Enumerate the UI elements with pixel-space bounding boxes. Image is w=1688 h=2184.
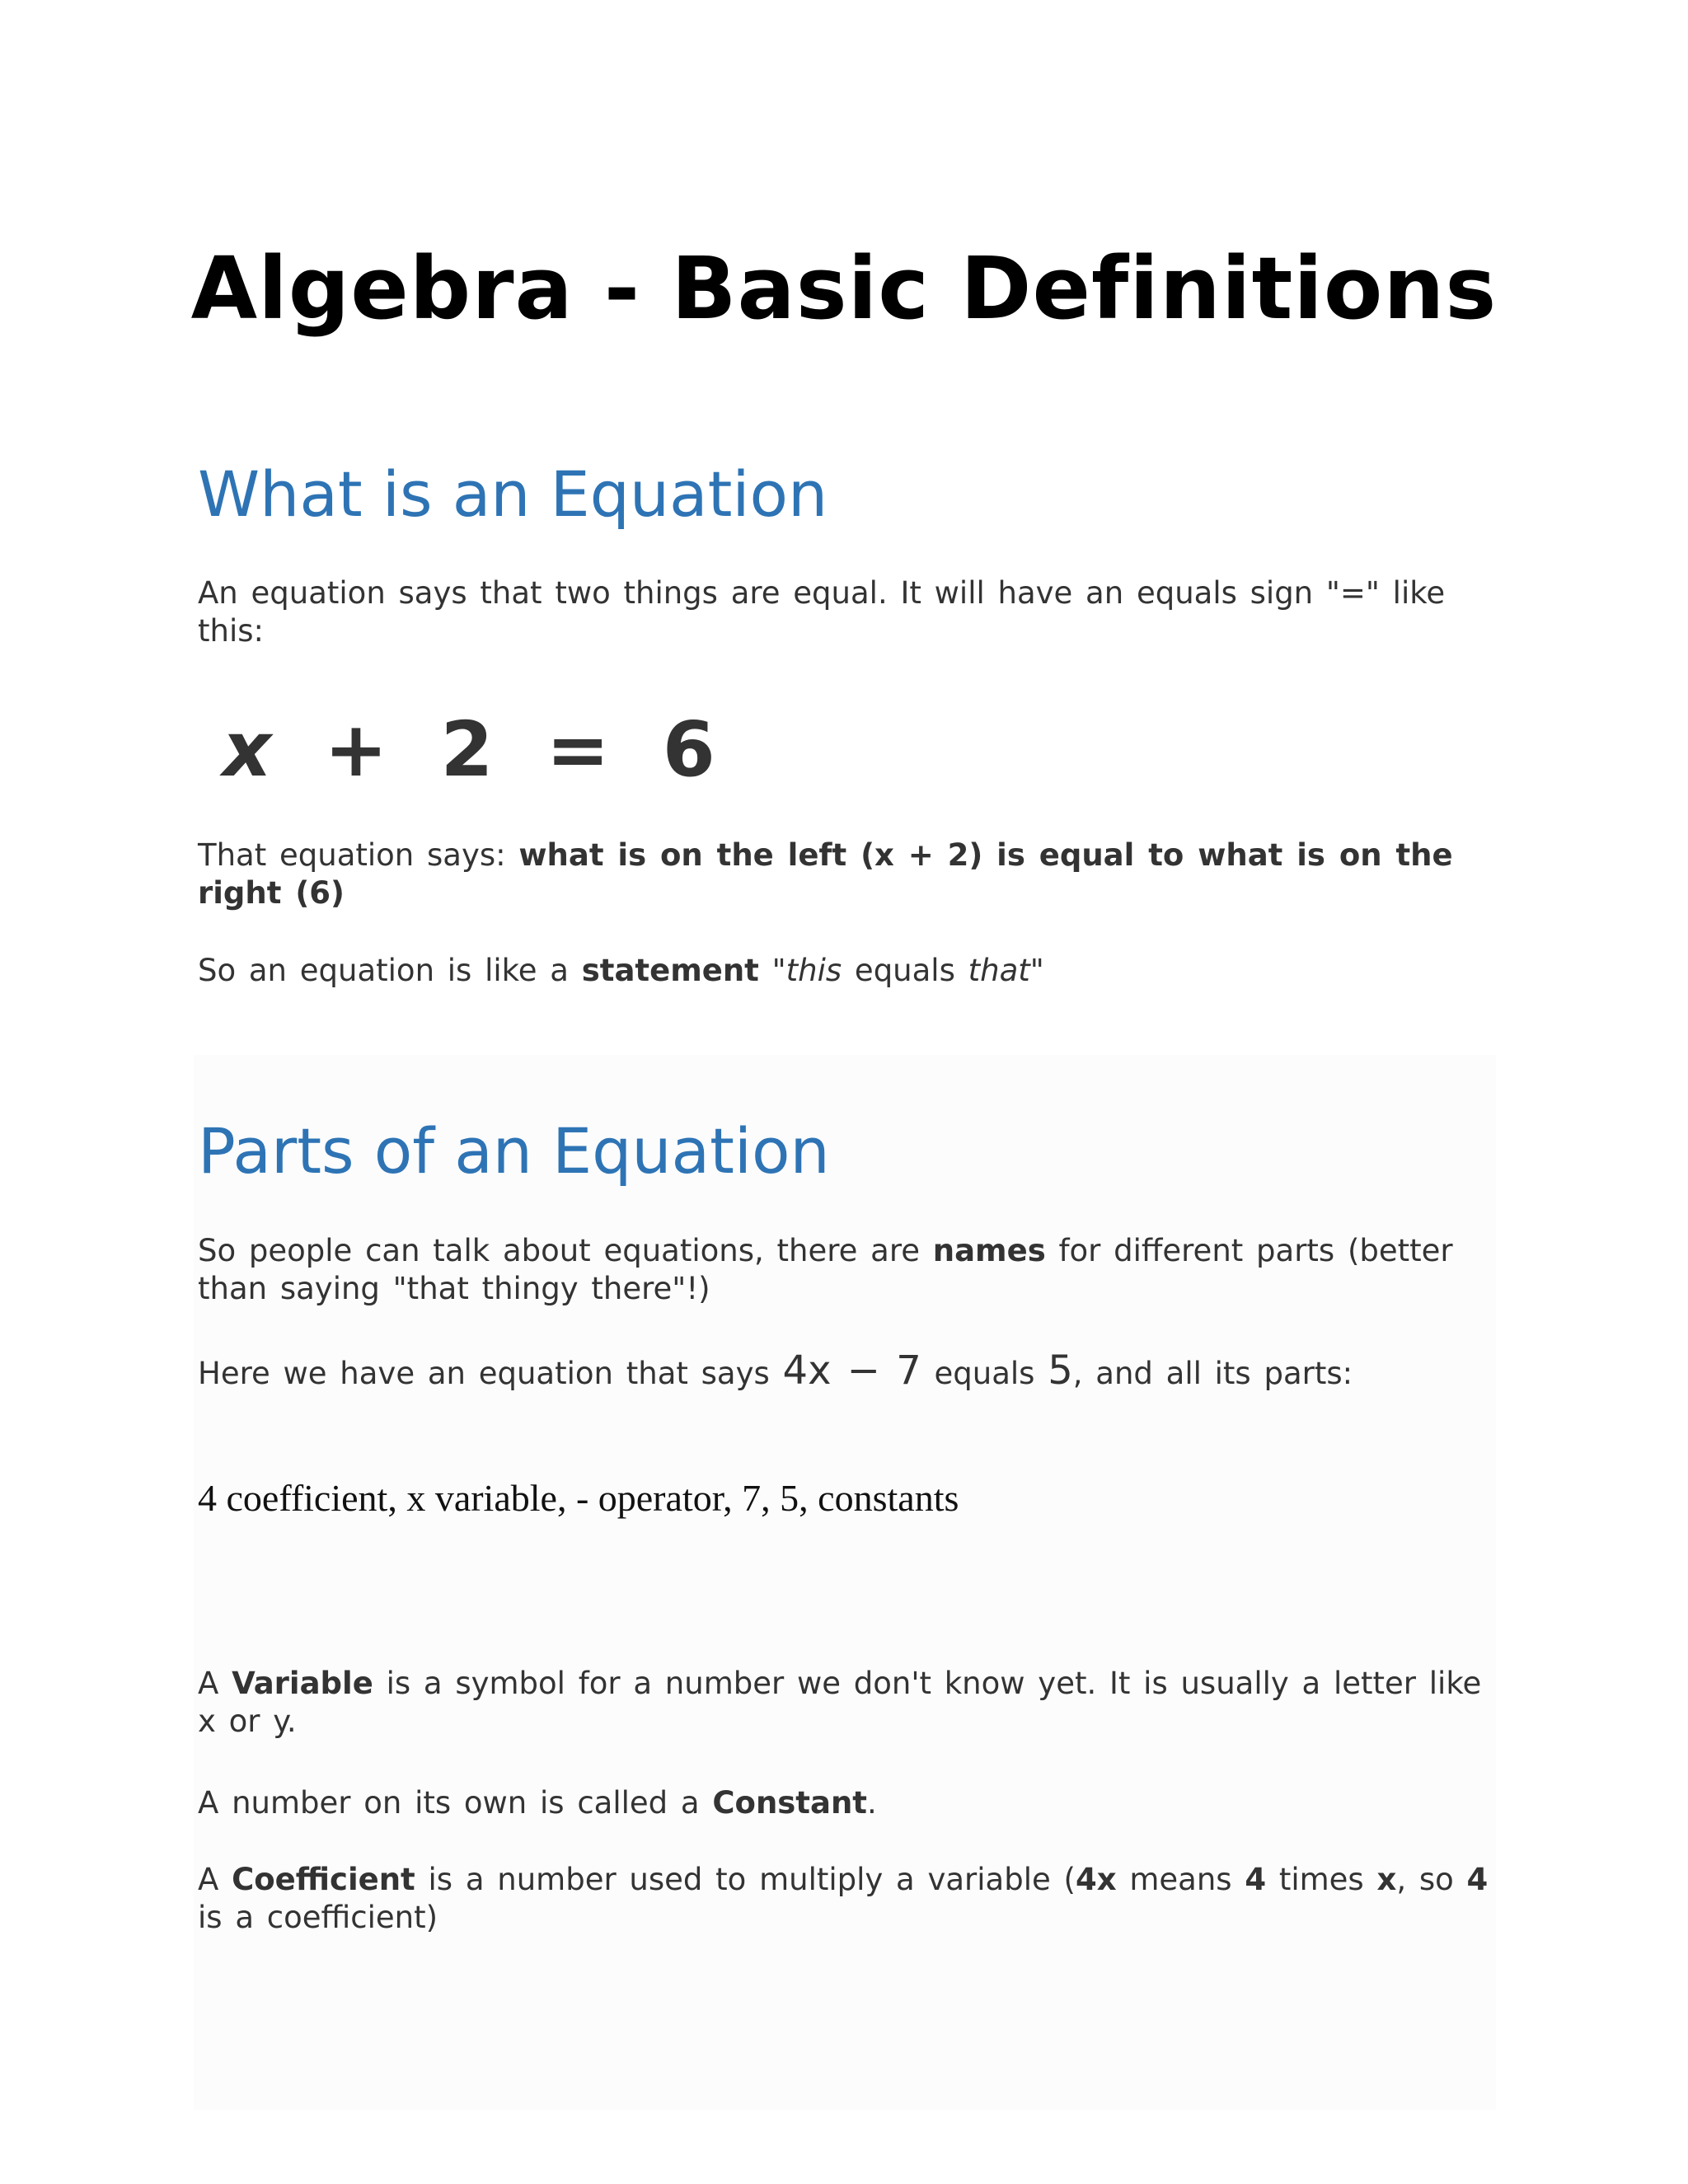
meaning-prefix: That equation says: [198,837,519,873]
coefficient-end: is a coefficient) [198,1900,438,1935]
constant-text: A number on its own is called a [198,1785,713,1821]
page-title: Algebra - Basic Definitions [190,238,1498,339]
paragraph-variable-definition [198,1665,1492,1741]
coefficient-term: Coefficient [232,1862,415,1897]
paragraph-coefficient-definition [198,1861,1492,1937]
paragraph-parts-names [198,1232,1492,1308]
example-value: 5 [1048,1347,1073,1394]
names-bold: names [932,1233,1046,1268]
statement-prefix: So an equation is like a [198,953,582,988]
meaning-bold: what is on the left (x + 2) is equal to what is on the right (6) [198,837,1453,911]
example-suffix: , and all its parts: [1072,1356,1353,1391]
example-equals: equals [921,1356,1048,1391]
paragraph-equation-intro: An equation says that two things are equal. It will have an equals sign "=" like this: [198,575,1446,649]
coefficient-text: is a number used to multiply a variable ( [415,1862,1076,1897]
variable-article: A [198,1666,232,1701]
coefficient-times: times [1266,1862,1377,1897]
example-prefix: Here we have an equation that says [198,1356,783,1391]
constant-term: Constant [712,1785,867,1821]
paragraph-equation-meaning [198,837,1492,912]
page-background-band [194,1055,1496,2110]
coefficient-4x: 4x [1075,1862,1117,1897]
coefficient-article: A [198,1862,232,1897]
variable-text: is a symbol for a number we don't know yet. It is usually a letter like x or y. [198,1666,1482,1739]
names-prefix: So people can talk about equations, there are [198,1233,933,1268]
coefficient-4b: 4 [1466,1862,1489,1897]
statement-this: this [785,953,842,988]
statement-bold: statement [581,953,759,988]
heading-parts-of-an-equation: Parts of an Equation [198,1114,830,1188]
statement-quote-close: " [1029,953,1044,988]
statement-quote-open: " [758,953,786,988]
paragraph-parts-example [198,1347,1492,1394]
coefficient-means: means [1116,1862,1245,1897]
statement-equals: equals [842,953,968,988]
example-expression: 4x − 7 [782,1347,921,1394]
statement-that: that [968,953,1030,988]
equation-rest: + 2 = 6 [271,705,715,794]
coefficient-so: , so [1396,1862,1467,1897]
equation-parts-labels: 4 coefficient, x variable, - operator, 7, 5, constants [198,1477,959,1519]
heading-what-is-an-equation: What is an Equation [198,457,828,531]
paragraph-equation-statement [198,952,1492,990]
equation-variable: x [223,705,272,794]
coefficient-4: 4 [1245,1862,1267,1897]
names-suffix: for different parts (better than saying "that thingy there"!) [198,1233,1453,1306]
coefficient-x: x [1376,1862,1397,1897]
constant-end: . [867,1785,877,1821]
example-equation [223,705,715,795]
variable-term: Variable [232,1666,373,1701]
paragraph-constant-definition [198,1784,1492,1822]
